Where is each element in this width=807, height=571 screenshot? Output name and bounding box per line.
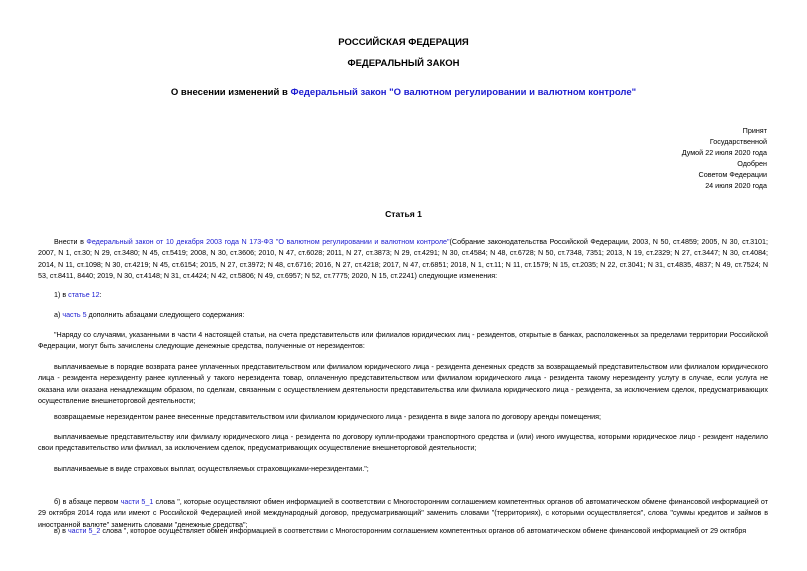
article-title: Статья 1 xyxy=(385,209,422,219)
part-5-2-link[interactable]: части 5_2 xyxy=(67,527,101,535)
paragraph-deposit: возвращаемые нерезидентом ранее внесенные представительством или филиалом юридического лица - резидента в виде залога по договору аренды помещения; xyxy=(54,413,601,421)
acceptance-line: Думой 22 июля 2020 года xyxy=(681,148,767,158)
text-span: 1) в xyxy=(54,291,69,299)
text-span: (Собрание законодательства Российской Федерации, 2003, N 50, ст.4859; 2005, N 30, ст.3101; 2007, N 1, ст.30; N 29, ст.3480; N 45, ст.5419; 2008, N 30, ст.3606; 2010, N 47, ст.6028; 2011, N 27, ст.3873; N 29, ст.4291; N 30, ст.4584; N 48, ст.6728; N 50, ст.7348, 7351; 2013, N 19, ст.2329; N 27, ст.3447; N 30, ст.4084; 2014, N 11, ст.1098; N 30, ст.4219; N 45, ст.6154; 2015, N 27, ст.3972; N 48, ст.6716; 2016, N 27, ст.4218; 2017, N 47, ст.6851; 2018, N 1, ст.11; N 11, ст.1579; N 15, ст.2035; N 22, ст.3041; N 31, ст.4835, 4837; N 49, ст.7524; N 53, ст.8411, 8440; 2019, N 30, ст.4148; N 31, ст.4424; N 42, ст.5806; N 49, ст.6957; N 52, ст.7775; 2020, N 15, ст.2241) следующие изменения: xyxy=(38,238,768,281)
part-5-link[interactable]: часть 5 xyxy=(62,311,87,319)
law-title xyxy=(0,87,807,98)
acceptance-line: Одобрен xyxy=(737,159,767,169)
acceptance-line: Советом Федерации xyxy=(698,170,767,180)
law-title-link[interactable]: Федеральный закон "О валютном регулировании и валютном контроле" xyxy=(290,87,637,98)
paragraph-intro xyxy=(38,237,768,283)
paragraph-insurance: выплачиваемые в виде страховых выплат, осуществляемых страховщиками-нерезидентами."; xyxy=(54,465,369,473)
paragraph-quote: "Наряду со случаями, указанными в части 4 настоящей статьи, на счета представительств или филиалов юридических лиц - резидентов, открытые в банках, расположенных за пределами территории Российской Федерации, могут быть зачислены следующие денежные средства, полученные от нерезидентов: xyxy=(38,331,768,351)
federation-heading: РОССИЙСКАЯ ФЕДЕРАЦИЯ xyxy=(338,37,469,48)
text-span: в) в xyxy=(54,527,68,535)
text-span: : xyxy=(99,291,102,299)
paragraph-item-1 xyxy=(38,290,768,301)
acceptance-line: 24 июля 2020 года xyxy=(705,181,767,191)
paragraph-sale: выплачиваемые представительству или филиалу юридического лица - резидента по договору купли-продажи транспортного средства и (или) иного имущества, которыми юридическое лицо - резидент наделило свои представительство или филиал, за исключением сделок, предусматривающих осуществление внешнеторговой деятельности; xyxy=(38,433,768,453)
paragraph-item-v xyxy=(38,526,768,537)
paragraph-item-a xyxy=(38,310,768,321)
text-span: а) xyxy=(54,311,63,319)
paragraph-refund: выплачиваемые в порядке возврата ранее уплаченных представительством или филиалом юридического лица - резидента денежных средств за возвращаемый представительством или филиалом юридического лица - резидента нерезиденту ранее купленный у такого нерезидента товар, оплаченную представительством или филиалом юридического лица - резидента такому нерезиденту услугу в случае, если услуга не оказана или оказана ненадлежащим образом, по сделкам, связанным с осуществлением деятельности представительства или филиала юридического лица - резидента, за исключением сделок, предусматривающих осуществление внешнеторговой деятельности; xyxy=(38,363,768,406)
text-span: слова ", которое осуществляет обмен информацией в соответствии с Многосторонним соглашением компетентных органов об автоматическом обмене финансовой информацией от 29 октября xyxy=(100,527,747,535)
acceptance-line: Государственной xyxy=(709,137,767,147)
text-span: Внести в xyxy=(54,238,87,246)
article-12-link[interactable]: статье 12 xyxy=(68,291,100,299)
law-type-heading: ФЕДЕРАЛЬНЫЙ ЗАКОН xyxy=(347,58,460,69)
part-5-1-link[interactable]: части 5_1 xyxy=(120,498,154,506)
acceptance-line: Принят xyxy=(742,126,767,135)
text-span: б) в абзаце первом xyxy=(54,498,121,506)
acceptance-block xyxy=(682,125,767,192)
law-title-prefix: О внесении изменений в xyxy=(170,87,291,98)
text-span: дополнить абзацами следующего содержания: xyxy=(86,311,245,319)
law-reference-link[interactable]: Федеральный закон от 10 декабря 2003 года N 173-ФЗ "О валютном регулировании и валютном контроле" xyxy=(86,238,450,246)
text-span: слова ", которые осуществляют обмен информацией в соответствии с Многосторонним соглашением компетентных органов об автоматическом обмене финансовой информацией от 29 октября 2014 года или имеют с Российской Федерацией иной международный договор, предусматривающий" заменить словами "(территориях), с которыми осуществляется", слова "суммы кредитов и займов в иностранной валюте" заменить словами "денежные средства"; xyxy=(38,498,769,529)
